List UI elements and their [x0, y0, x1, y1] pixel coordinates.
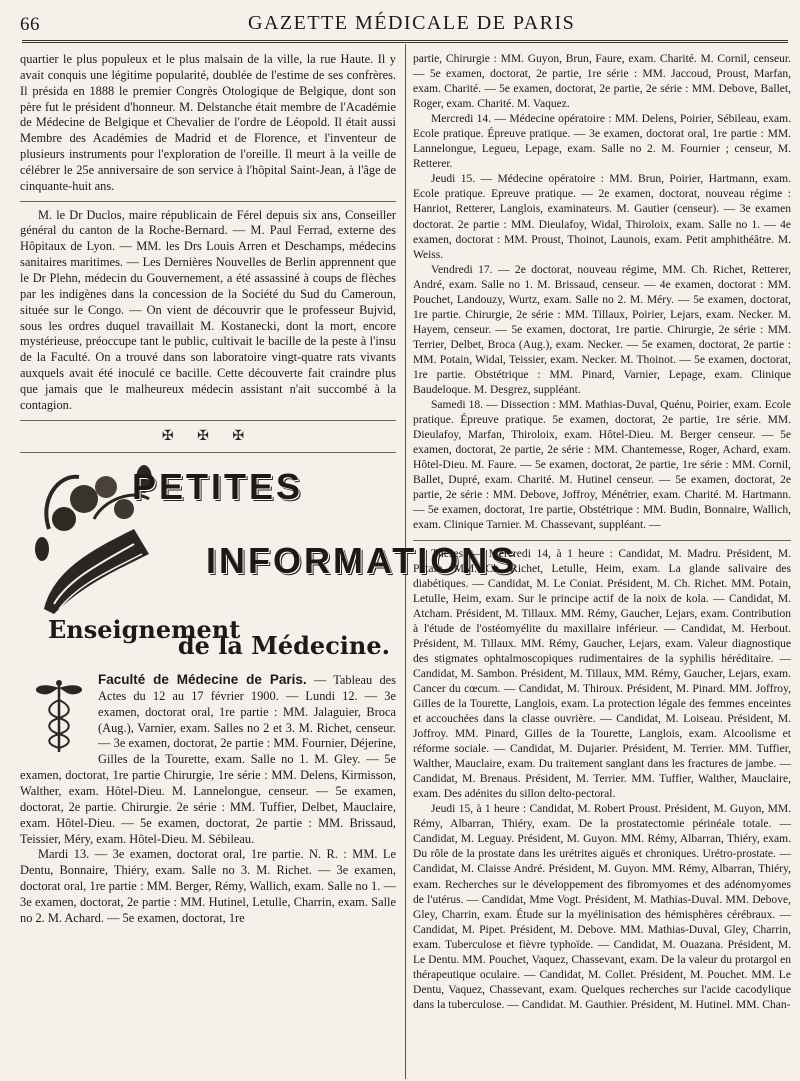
- faculty-block: [20, 672, 396, 927]
- section-title-medecine: de la Médecine.: [177, 631, 390, 661]
- obituary-paragraph: quartier le plus populeux et le plus malsain de la ville, la rue Haute. Il y avait conquis une légitime popularité, doublée de l'estime de ses confrères. Il présida en 1888 le premier Congrès Otologique de Belgique, dont son père fut le président d'honneur. M. Delstanche était membre de l'Académie de Médecine de Belgique et Chevalier de l'ordre de Léopold. Il était aussi Membre des Académies de Madrid et de Florence, et l'inventeur de plusieurs instruments pour l'exploration de l'oreille. Il meurt à la veille de célébrer le 25e anniversaire de son service à l'hôpital Saint-Jean, à l'âge de cinquante-huit ans.: [20, 52, 396, 193]
- caduceus-icon: [28, 676, 90, 754]
- running-title: GAZETTE MÉDICALE DE PARIS: [248, 12, 576, 34]
- petites-informations-banner: [20, 459, 518, 622]
- page-header: [0, 0, 800, 36]
- section-divider: [413, 540, 791, 541]
- mercredi-paragraph: Mercredi 14. — Médecine opératoire : MM. Delens, Poirier, Sébileau, exam. Ecole pratique. Épreuve pratique. — 3e examen, doctorat oral, 1re partie : MM. Lannelongue, Legueu, Lepage, exam. Salle no 2. M. Fournier ; censeur, M. Retterer.: [413, 113, 791, 171]
- mardi-paragraph: Mardi 13. — 3e examen, doctorat oral, 1re partie. N. R. : MM. Le Dentu, Bonnaire, Thiéry, exam. Salle no 3. M. Richet. — 3e examen, doctorat oral, 1re partie : MM. Berger, Rémy, Wallich, exam. Salle no 1. — 3e examen, doctorat, 2e partie : MM. Hutinel, Letulle, Charrin, exam. Salle no 2. M. Achard. — 5e examen, doctorat, 1re: [20, 847, 396, 925]
- section-divider: [20, 452, 396, 453]
- banner-title-informations: INFORMATIONS: [206, 540, 518, 582]
- section-title-enseignement: Enseignement: [48, 615, 241, 645]
- continued-paragraph: partie, Chirurgie : MM. Guyon, Brun, Faure, exam. Charité. M. Cornil, censeur. — 5e examen, doctorat, 2e partie, 1re série : MM. Jaccoud, Proust, Marfan, exam. Charité. — 5e examen, doctorat, 2e partie, 2e série : MM. Debove, Ballet, Roger, exam. Charité. M. Vaquez.: [413, 53, 791, 111]
- vendredi-paragraph: Vendredi 17. — 2e doctorat, nouveau régime, MM. Ch. Richet, Retterer, André, exam. Salle no 1. M. Brissaud, censeur. — 4e examen, doctorat : MM. Pouchet, Landouzy, Wurtz, exam. Salle no 2. M. Méry. — 5e examen, doctorat, 1re partie. Chirurgie, 2e série : MM. Tillaux, Poirier, Lejars, exam. Necker. M. Hayem, censeur. — 5e examen, doctorat, 1re partie. Chirurgie, 2e série : MM. Terrier, Delbet, Broca (Aug.), exam. Necker. — 5e examen, doctorat, 2e partie : MM. Potain, Widal, Teissier, exam. Necker. M. Thoinot. — 5e examen, doctorat, 1re partie. Obstétrique : MM. Pinard, Varnier, Lepage, exam. Clinique Baudeloque. M. Desgrez, suppléant.: [413, 263, 791, 397]
- banner-title-petites: PETITES: [132, 466, 304, 508]
- faculty-title: Faculté de Médecine de Paris.: [98, 672, 307, 688]
- news-paragraph: M. le Dr Duclos, maire républicain de Férel depuis six ans, Conseiller général du canton de la Roche-Bernard. — M. Paul Ferrad, externe des Hôpitaux de Lyon. — MM. les Drs Louis Arren et Deschamps, médecins sanitaires maritimes. — Les Dernières Nouvelles de Berlin apprennent que le Dr Plehn, médecin du Gouvernement, a été assassiné à coups de flèches par les indigènes dans la concession de la Société du Sud du Cameroun, située sur le Congo. — On vient de découvrir que le professeur Bujvid, sous les ordres duquel travaillait M. Kostanecki, dont la mort, encore mystérieuse, préoccupe tant le public, cultivait le bacille de la peste à l'insu de la Faculté. On a trouvé dans son laboratoire vingt-quatre rats vivants auxquels avait été inoculé ce bacille. Cette découverte fait craindre plus que jamais que le malheureux médecin assistant n'ait succombé à la contagion.: [20, 207, 396, 412]
- left-column: [20, 52, 518, 927]
- section-divider: [20, 420, 396, 421]
- samedi-paragraph: Samedi 18. — Dissection : MM. Mathias-Duval, Quénu, Poirier, exam. Ecole pratique. Épreuve pratique. 5e examen, doctorat, 2e partie, 1re série. MM. Dieulafoy, Marfan, Thiroloix, exam. Hôtel-Dieu. M. Berger censeur. — 5e examen, doctorat, 2e partie, 2e série : MM. Chantemesse, Roger, Achard, exam. Hôtel-Dieu. M. Faure. — 5e examen, doctorat, 2e partie, 1re série : MM. Cornil, Ballet, Dupré, exam. Charité. M. Hutinel censeur. — 5e examen, doctorat, 2e partie, 2e série : MM. Debove, Joffroy, Ménétrier, exam. Charité. M. Hartmann. — 5e examen, doctorat, 1re partie, Obstétrique : MM. Budin, Bonnaire, Wallich, exam. Clinique Tarnier. M. Chassevant, suppléant. —: [413, 399, 791, 532]
- ornament: ✠ ✠ ✠: [161, 428, 255, 444]
- section-divider: [20, 201, 396, 202]
- right-column: [413, 52, 791, 1013]
- header-rule: [22, 40, 788, 43]
- jeudi-paragraph: Jeudi 15. — Médecine opératoire : MM. Brun, Poirier, Hartmann, exam. Ecole pratique. Epreuve pratique. — 2e examen, doctorat, nouveau régime : Hanriot, Retterer, Langlois, examinateurs. M. Gautier (censeur). — 3e examen doctorat. 2e partie : MM. Dieulafoy, Widal, Thiroloix, exam. Salle no 1. — 4e examen, doctorat : MM. Proust, Thoinot, Launois, exam. Petit amphithéâtre. M. Weiss.: [413, 173, 791, 261]
- theses-paragraph: Thèses. — Mercredi 14, à 1 heure : Candidat, M. Madru. Président, M. Potain. MM. Ch. Richet, Letulle, Heim, exam. La glande salivaire des diabétiques. — Candidat, M. Le Coniat. Président, M. Ch. Richet. MM. Potain, Letulle, Heim, exam. Sur le principe actif de la noix de kola. — Candidat, M. Atcham. Président, M. Tillaux. MM. Rémy, Gaucher, Lejars, exam. Contribution à l'étude de l'ostéomyélite du maxillaire inférieur. — Candidat, M. Herbout. Président, M. Tillaux. MM. Rémy, Gaucher, Lejars, exam. Valeur diagnostique des stigmates ophtalmoscopiques rudimentaires de la syphilis héréditaire. — Candidat, M. Sambon. Président, M. Tillaux, MM. Rémy, Gaucher, Lejars, exam. Cancer du cœcum. — Candidat, M. Thiroux. Président, M. Pinard. MM. Joffroy, Gilles de la Tourette, Langlois, exam. La protection légale des femmes enceintes et accouchées dans la classe ouvrière. — Candidat, M. Loiseau. Président, M. Joffroy. MM. Pinard, Gilles de la Tourette, Langlois, exam. Alcoolisme et réforme sociale. — Candidat, M. Dujarier. Président, M. Terrier. MM. Tuffier, Walther, Mauclaire, exam. Du traitement sanglant dans les fractures de jambe. — Candidat, M. Brenaus. Président, M. Terrier. MM. Tuffier, Walther, Mauclaire, exam. Des adénites du sillon delto-pectoral.: [413, 547, 791, 801]
- faculty-schedule: — Tableau des Actes du 12 au 17 février 1900. — Lundi 12. — 3e examen, doctorat oral, 1re partie : MM. Jalaguier, Broca (Aug.), Varnier, exam. Salles no 2 et 3. M. Richet, censeur. — 3e examen, doctorat, 2e partie : MM. Fournier, Déjerine, Gilles de la Tourette, exam. Salle no 1. M. Gley. — 5e examen, doctorat, 1re partie Chirurgie, 1re série : MM. Delens, Kirmisson, Walther, exam. Hôtel-Dieu. M. Lannelongue, censeur. — 5e examen, doctorat, 2e partie. Chirurgie. 2e série : MM. Tuffier, Delbet, Mauclaire, exam. Hôtel-Dieu. — 5e examen, doctorat, 2e partie : MM. Brissaud, Teissier, Méry, exam. Hôtel-Dieu. M. Sébileau.: [20, 673, 396, 846]
- jeudi-theses-paragraph: Jeudi 15, à 1 heure : Candidat, M. Robert Proust. Président, M. Guyon, MM. Rémy, Albarran, Thiéry, exam. De la prostatectomie périnéale totale. — Candidat, M. Leguay. Président, M. Guyon. MM. Rémy, Albarran, Thiéry, exam. Du rôle de la prostate dans les urétrites aiguës et chroniques. Urétro-prostate. — Candidat, M. Claisse André. Président, M. Guyon. MM. Rémy, Albarran, Thiéry, exam. Recherches sur le développement des fibromyomes et des adénomyomes de l'utérus. — Candidat, Mme Vogt. Président, M. Mathias-Duval. MM. Debove, Gley, Charrin, exam. Étude sur la myélinisation des hémisphères cérébraux. — Candidat, M. Pipet. Président, M. Debove. MM. Mathias-Duval, Gley, Charrin, exam. Tuberculose et fièvre typhoïde. — Candidat, M. Ouazana. Président, M. Le Dentu. MM. Pouchet, Vaquez, Chassevant, exam. De la valeur du protargol en thérapeutique oculaire. — Candidat, M. Collet. Président, M. Pouchet. MM. Le Dentu, Vaquez, Chassevant, exam. Quelques recherches sur l'acide cacodylique dans la tuberculose. — Candidat. M. Gauthier. Président, M. Hutinel. MM. Chan-: [413, 803, 791, 1011]
- page-number: 66: [20, 14, 40, 35]
